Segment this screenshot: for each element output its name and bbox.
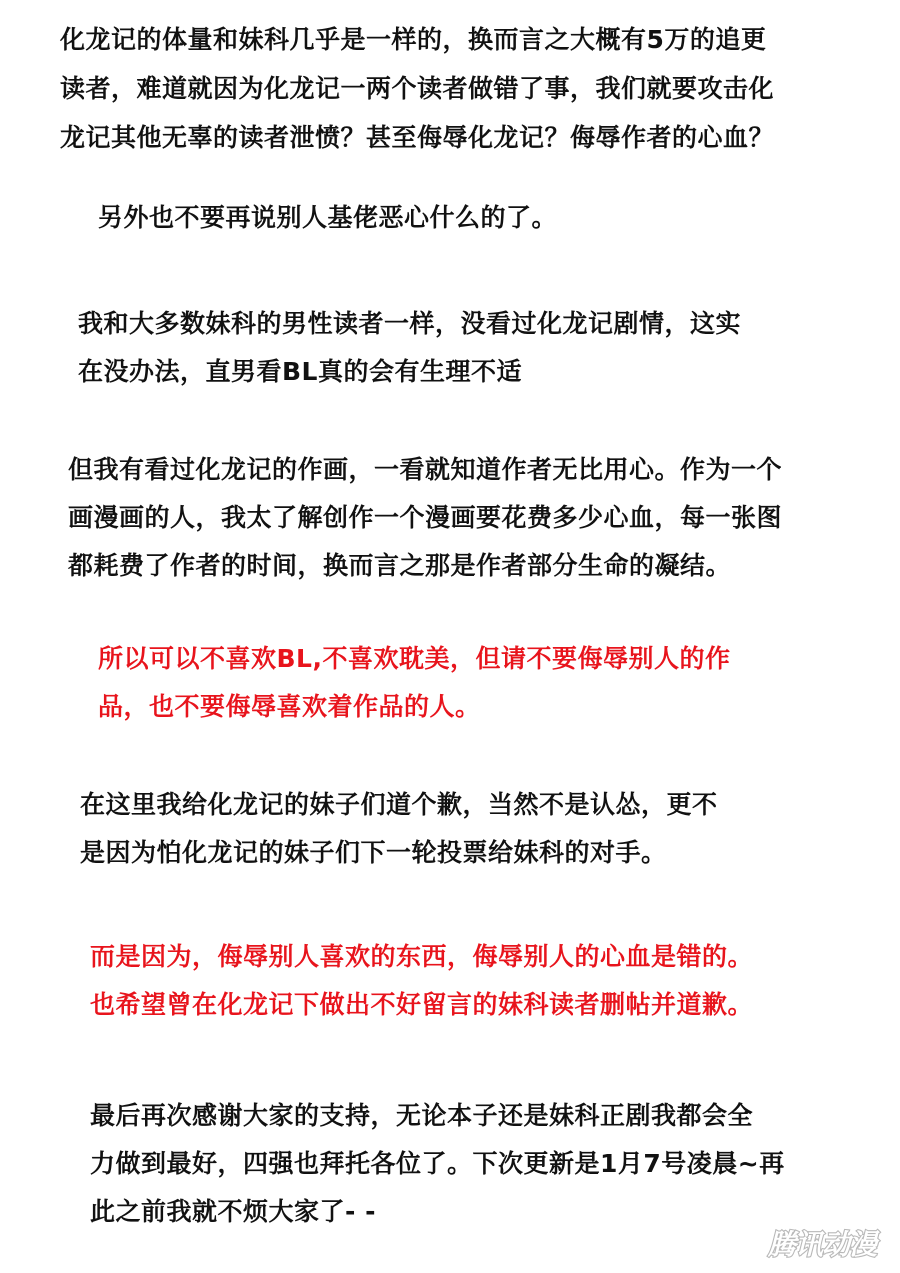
paragraph-3-line-2: 在没办法，直男看BL真的会有生理不适 bbox=[78, 357, 522, 386]
paragraph-5-line-2: 品，也不要侮辱喜欢着作品的人。 bbox=[98, 692, 481, 721]
paragraph-4-line-2: 画漫画的人，我太了解创作一个漫画要花费多少心血，每一张图 bbox=[68, 503, 783, 532]
paragraph-3-line-1: 我和大多数妹科的男性读者一样，没看过化龙记剧情，这实 bbox=[78, 309, 742, 338]
paragraph-8-line-1: 最后再次感谢大家的支持，无论本子还是妹科正剧我都会全 bbox=[90, 1101, 754, 1130]
svg-text:腾讯动漫: 腾讯动漫 bbox=[767, 1228, 877, 1261]
paragraph-1-line-1: 化龙记的体量和妹科几乎是一样的，换而言之大概有5万的追更 bbox=[60, 25, 767, 54]
paragraph-8-line-3: 此之前我就不烦大家了- - bbox=[90, 1197, 376, 1226]
paragraph-1-line-2: 读者，难道就因为化龙记一两个读者做错了事，我们就要攻击化 bbox=[60, 74, 775, 103]
paragraph-8-line-2: 力做到最好，四强也拜托各位了。下次更新是1月7号凌晨~再 bbox=[90, 1149, 785, 1178]
paragraph-4-line-1: 但我有看过化龙记的作画，一看就知道作者无比用心。作为一个 bbox=[68, 455, 783, 484]
paragraph-2-line-1: 另外也不要再说别人基佬恶心什么的了。 bbox=[98, 203, 558, 232]
paragraph-6-line-1: 在这里我给化龙记的妹子们道个歉，当然不是认怂，更不 bbox=[80, 790, 718, 819]
paragraph-1-line-3: 龙记其他无辜的读者泄愤？甚至侮辱化龙记？侮辱作者的心血？ bbox=[60, 123, 775, 152]
paragraph-7-line-1: 而是因为，侮辱别人喜欢的东西，侮辱别人的心血是错的。 bbox=[90, 942, 754, 971]
paragraph-7-line-2: 也希望曾在化龙记下做出不好留言的妹科读者删帖并道歉。 bbox=[90, 990, 754, 1019]
paragraph-5-line-1: 所以可以不喜欢BL,不喜欢耽美，但请不要侮辱别人的作 bbox=[98, 644, 731, 673]
paragraph-6-line-2: 是因为怕化龙记的妹子们下一轮投票给妹科的对手。 bbox=[80, 838, 667, 867]
paragraph-4-line-3: 都耗费了作者的时间，换而言之那是作者部分生命的凝结。 bbox=[68, 551, 732, 580]
watermark-logo bbox=[754, 1221, 890, 1265]
